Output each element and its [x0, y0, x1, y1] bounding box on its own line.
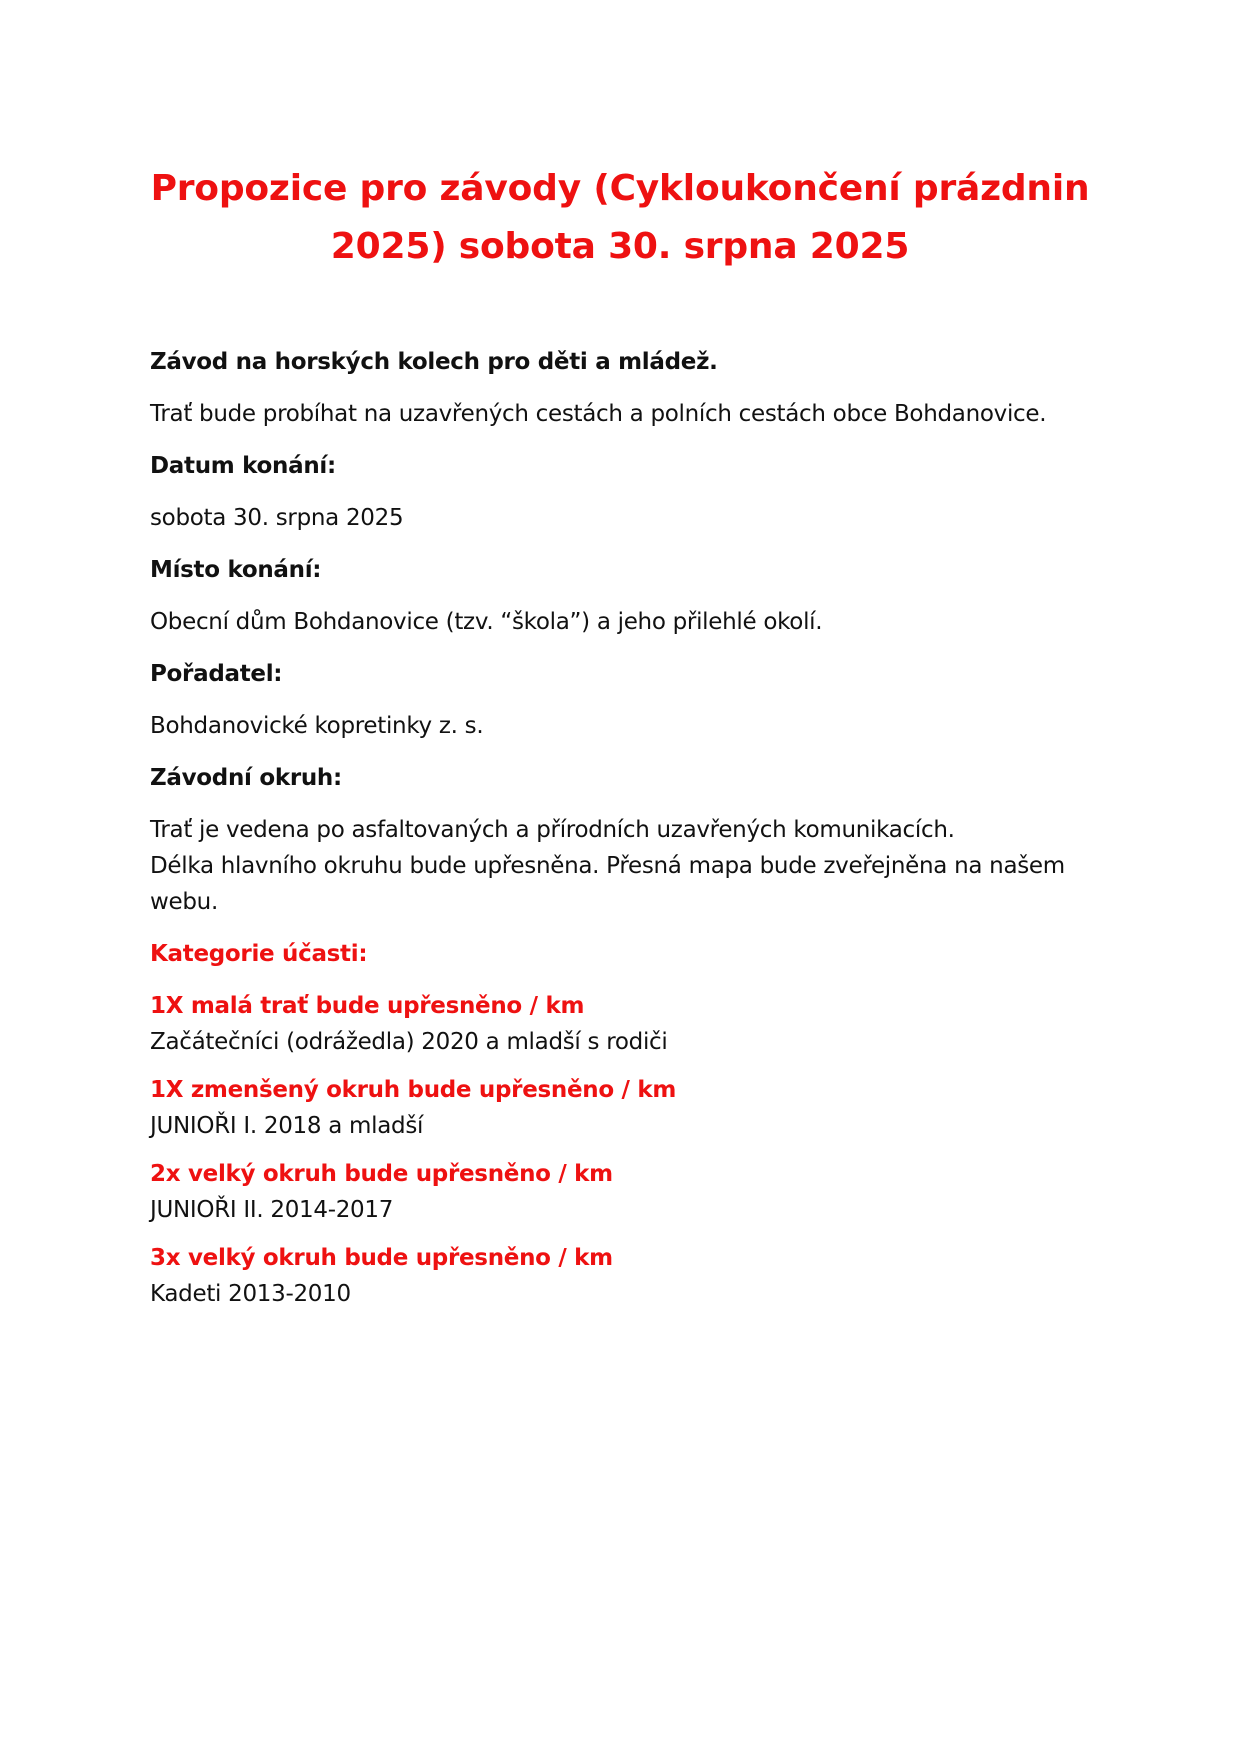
- category-item: [150, 988, 1090, 1060]
- category-item: [150, 1156, 1090, 1228]
- category-distance: 1X zmenšený okruh bude upřesněno / km: [150, 1077, 677, 1103]
- organizer-value: Bohdanovické kopretinky z. s.: [150, 713, 484, 739]
- category-group: JUNIOŘI I. 2018 a mladší: [150, 1113, 424, 1139]
- category-item: [150, 1240, 1090, 1312]
- course-line-1: Trať je vedena po asfaltovaných a přírodních uzavřených komunikacích.: [150, 817, 955, 843]
- category-distance: 3x velký okruh bude upřesněno / km: [150, 1245, 613, 1271]
- place-label: Místo konání:: [150, 557, 322, 583]
- category-item: [150, 1072, 1090, 1144]
- categories-label: Kategorie účasti:: [150, 941, 368, 967]
- category-group: Začátečníci (odrážedla) 2020 a mladší s rodiči: [150, 1029, 668, 1055]
- category-distance: 2x velký okruh bude upřesněno / km: [150, 1161, 613, 1187]
- category-group: Kadeti 2013-2010: [150, 1281, 351, 1307]
- course-line-2: Délka hlavního okruhu bude upřesněna. Přesná mapa bude zveřejněna na našem webu.: [150, 853, 1065, 915]
- organizer-label: Pořadatel:: [150, 661, 283, 687]
- intro-heading: Závod na horských kolech pro děti a mládež.: [150, 349, 718, 375]
- category-group: JUNIOŘI II. 2014-2017: [150, 1197, 394, 1223]
- category-distance: 1X malá trať bude upřesněno / km: [150, 993, 585, 1019]
- intro-text: Trať bude probíhat na uzavřených cestách a polních cestách obce Bohdanovice.: [150, 401, 1047, 427]
- date-value: sobota 30. srpna 2025: [150, 505, 404, 531]
- course-label: Závodní okruh:: [150, 765, 342, 791]
- date-label: Datum konání:: [150, 453, 336, 479]
- document-title: Propozice pro závody (Cykloukončení prázdnin 2025) sobota 30. srpna 2025: [150, 168, 1090, 267]
- document-body: [150, 344, 1090, 1312]
- place-value: Obecní dům Bohdanovice (tzv. “škola”) a jeho přilehlé okolí.: [150, 609, 823, 635]
